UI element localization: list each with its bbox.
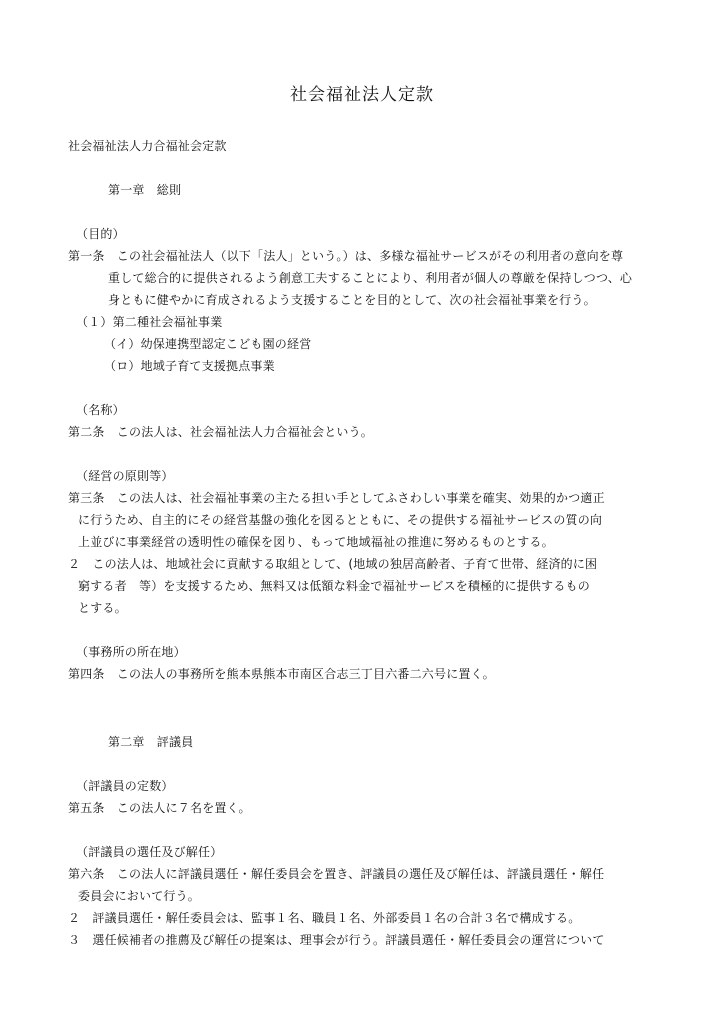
article-4-heading: （事務所の所在地） [76, 645, 186, 659]
article-1-item: （１）第二種社会福祉事業 [76, 315, 223, 329]
article-5-line: 第五条 この法人に７名を置く。 [68, 801, 251, 815]
article-6-paragraph-2: ２ 評議員選任・解任委員会は、監事１名、職員１名、外部委員１名の合計３名で構成する。 [68, 911, 581, 925]
article-3-paragraph-2-line: とする。 [78, 601, 127, 615]
article-3-paragraph-2-line: ２ この法人は、地域社会に貢献する取組として、(地域の独居高齢者、子育て世帯、経済的に困 [68, 557, 598, 571]
article-1-line: 身ともに健やかに育成されるよう支援することを目的として、次の社会福祉事業を行う。 [108, 293, 596, 307]
article-1-subitem: （イ）幼保連携型認定こども園の経営 [104, 337, 312, 351]
article-3-line: 上並びに事業経営の透明性の確保を図り、もって地域福祉の推進に努めるものとする。 [78, 535, 554, 549]
article-1-heading: （目的） [76, 227, 125, 241]
article-2-line: 第二条 この法人は、社会福祉法人力合福祉会という。 [68, 425, 374, 439]
article-6-heading: （評議員の選任及び解任） [76, 845, 223, 859]
article-2-heading: （名称） [76, 403, 125, 417]
article-1-subitem: （ロ）地域子育て支援拠点事業 [104, 359, 275, 373]
article-3-line: に行うため、自主的にその経営基盤の強化を図るとともに、その提供する福祉サービスの質の向 [78, 513, 603, 527]
chapter-2-heading: 第二章 評議員 [108, 735, 194, 749]
article-1-line: 第一条 この社会福祉法人（以下「法人」という。）は、多様な福祉サービスがその利用者の意向を尊 [68, 249, 624, 263]
document-title: 社会福祉法人定款 [290, 85, 434, 105]
chapter-1-heading: 第一章 総則 [108, 183, 182, 197]
article-3-line: 第三条 この法人は、社会福祉事業の主たる担い手としてふさわしい事業を確実、効果的かつ適正 [68, 491, 605, 505]
article-6-line: 第六条 この法人に評議員選任・解任委員会を置き、評議員の選任及び解任は、評議員選任・解任 [68, 867, 605, 881]
document-subtitle: 社会福祉法人力合福祉会定款 [68, 139, 227, 153]
article-6-paragraph-3: ３ 選任候補者の推薦及び解任の提案は、理事会が行う。評議員選任・解任委員会の運営について [68, 933, 605, 947]
article-1-line: 重して総合的に提供されるよう創意工夫することにより、利用者が個人の尊厳を保持しつつ、心 [108, 271, 633, 285]
article-3-paragraph-2-line: 窮する者 等）を支援するため、無料又は低額な料金で福祉サービスを積極的に提供するもの [78, 579, 590, 593]
article-4-line: 第四条 この法人の事務所を熊本県熊本市南区合志三丁目六番二六号に置く。 [68, 667, 495, 681]
article-3-heading: （経営の原則等） [76, 469, 174, 483]
article-5-heading: （評議員の定数） [76, 779, 174, 793]
article-6-line: 委員会において行う。 [78, 889, 201, 903]
